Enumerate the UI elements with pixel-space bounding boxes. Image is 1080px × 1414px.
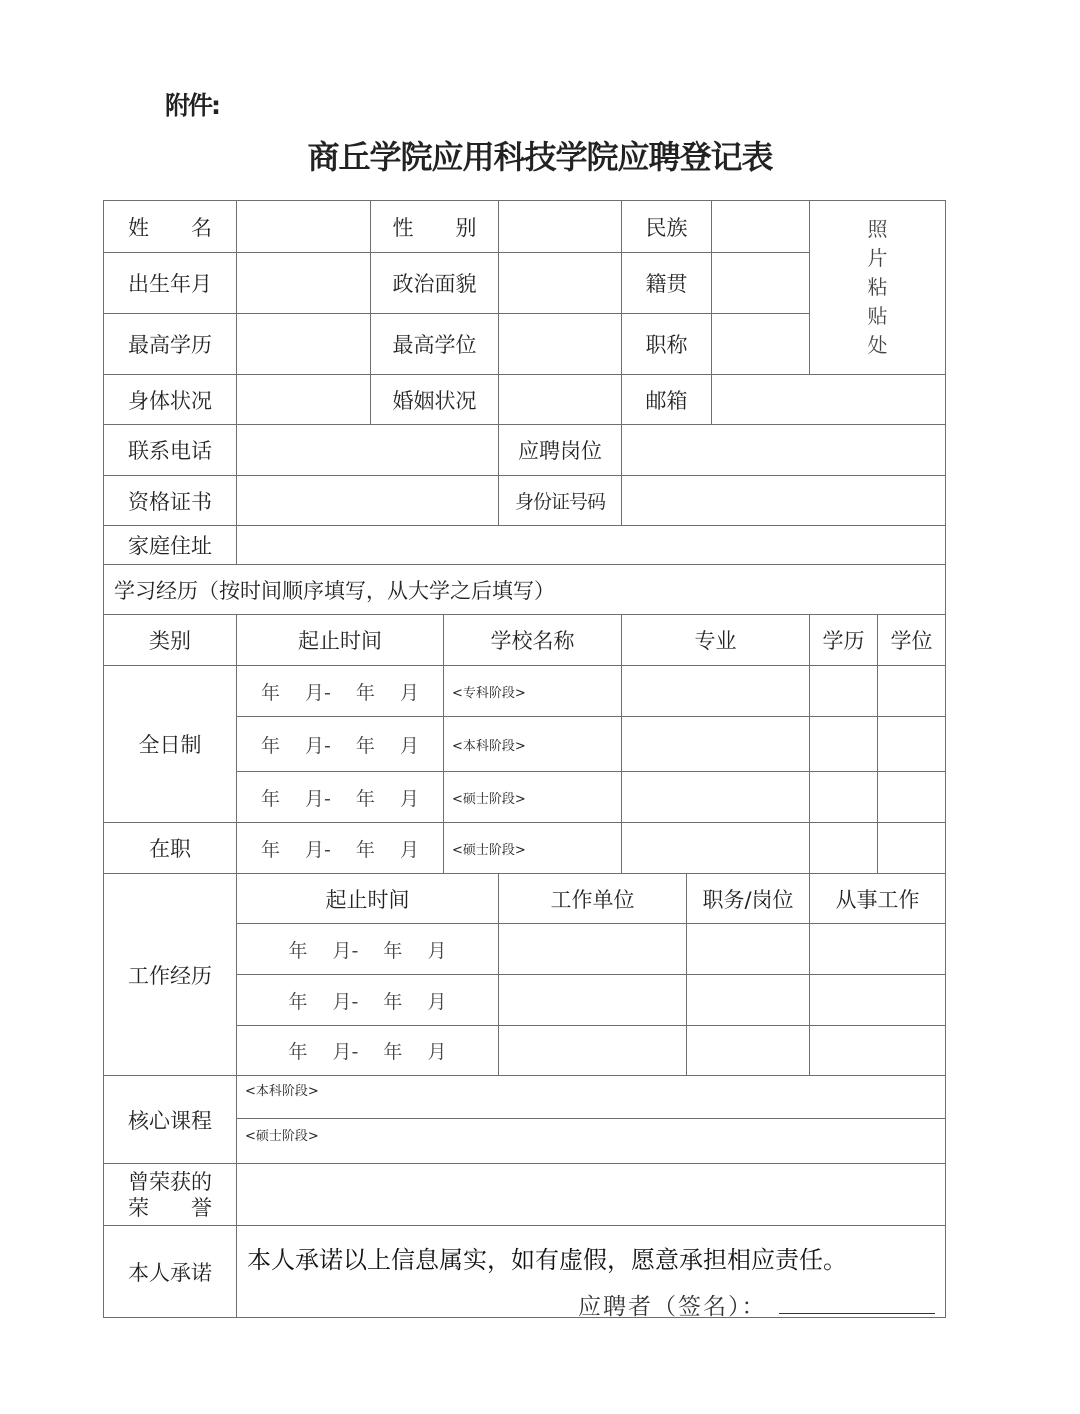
honors-label-line1: 曾荣获的 <box>128 1169 212 1194</box>
photo-char-1: 照 <box>867 217 888 241</box>
work-duty-1[interactable] <box>809 923 946 975</box>
label-name: 姓 名 <box>103 200 237 253</box>
field-native[interactable] <box>711 252 810 314</box>
study-school-2[interactable]: <本科阶段> <box>443 716 622 772</box>
study-col-time: 起止时间 <box>236 614 444 666</box>
study-major-3[interactable] <box>621 771 810 823</box>
label-education: 最高学历 <box>103 313 237 375</box>
study-col-edu: 学历 <box>809 614 878 666</box>
study-edu-2[interactable] <box>809 716 878 772</box>
label-phone: 联系电话 <box>103 424 237 476</box>
label-address: 家庭住址 <box>103 525 237 565</box>
photo-char-2: 片 <box>867 246 888 270</box>
courses-ug[interactable]: <本科阶段> <box>236 1075 946 1119</box>
honors-label-line2: 荣 誉 <box>128 1195 212 1220</box>
work-col-unit: 工作单位 <box>498 873 687 924</box>
label-email: 邮箱 <box>621 374 712 425</box>
study-col-deg: 学位 <box>877 614 946 666</box>
study-edu-3[interactable] <box>809 771 878 823</box>
study-deg-1[interactable] <box>877 665 946 717</box>
pledge-text: 本人承诺以上信息属实，如有虚假，愿意承担相应责任。 <box>247 1246 847 1274</box>
work-duty-2[interactable] <box>809 974 946 1026</box>
honors-label <box>103 1163 237 1226</box>
study-time-1[interactable]: 年 月- 年 月 <box>236 665 444 717</box>
study-deg-2[interactable] <box>877 716 946 772</box>
work-col-post: 职务/岗位 <box>686 873 810 924</box>
study-header: 学习经历（按时间顺序填写，从大学之后填写） <box>103 564 946 615</box>
field-name[interactable] <box>236 200 371 253</box>
field-political[interactable] <box>498 252 622 314</box>
study-major-2[interactable] <box>621 716 810 772</box>
label-marital: 婚姻状况 <box>370 374 499 425</box>
field-degree[interactable] <box>498 313 622 375</box>
courses-pg[interactable]: <硕士阶段> <box>236 1118 946 1164</box>
study-school-1[interactable]: <专科阶段> <box>443 665 622 717</box>
work-time-3[interactable]: 年 月- 年 月 <box>236 1025 499 1076</box>
study-time-2[interactable]: 年 月- 年 月 <box>236 716 444 772</box>
work-duty-3[interactable] <box>809 1025 946 1076</box>
field-birth[interactable] <box>236 252 371 314</box>
work-unit-3[interactable] <box>498 1025 687 1076</box>
study-major-4[interactable] <box>621 822 810 874</box>
study-col-major: 专业 <box>621 614 810 666</box>
study-time-3[interactable]: 年 月- 年 月 <box>236 771 444 823</box>
field-health[interactable] <box>236 374 371 425</box>
work-time-2[interactable]: 年 月- 年 月 <box>236 974 499 1026</box>
field-position[interactable] <box>621 424 946 476</box>
work-time-1[interactable]: 年 月- 年 月 <box>236 923 499 975</box>
field-email[interactable] <box>711 374 946 425</box>
label-title: 职称 <box>621 313 712 375</box>
work-unit-1[interactable] <box>498 923 687 975</box>
field-gender[interactable] <box>498 200 622 253</box>
work-post-1[interactable] <box>686 923 810 975</box>
label-native: 籍贯 <box>621 252 712 314</box>
field-cert[interactable] <box>236 475 499 526</box>
field-phone[interactable] <box>236 424 499 476</box>
study-deg-4[interactable] <box>877 822 946 874</box>
field-idcard[interactable] <box>621 475 946 526</box>
study-major-1[interactable] <box>621 665 810 717</box>
work-post-3[interactable] <box>686 1025 810 1076</box>
study-time-4[interactable]: 年 月- 年 月 <box>236 822 444 874</box>
study-inservice-label: 在职 <box>103 822 237 874</box>
work-unit-2[interactable] <box>498 974 687 1026</box>
label-ethnicity: 民族 <box>621 200 712 253</box>
label-gender: 性 别 <box>370 200 499 253</box>
signature-label: 应聘者（签名）： <box>578 1294 767 1320</box>
study-school-3[interactable]: <硕士阶段> <box>443 771 622 823</box>
label-political: 政治面貌 <box>370 252 499 314</box>
page-title: 商丘学院应用科技学院应聘登记表 <box>307 138 773 176</box>
field-marital[interactable] <box>498 374 622 425</box>
study-col-type: 类别 <box>103 614 237 666</box>
study-edu-4[interactable] <box>809 822 878 874</box>
field-title[interactable] <box>711 313 810 375</box>
label-health: 身体状况 <box>103 374 237 425</box>
label-birth: 出生年月 <box>103 252 237 314</box>
label-degree: 最高学位 <box>370 313 499 375</box>
signature-line[interactable] <box>779 1313 935 1314</box>
annex-label: 附件: <box>165 91 219 120</box>
field-address[interactable] <box>236 525 946 565</box>
courses-label: 核心课程 <box>103 1075 237 1164</box>
label-position: 应聘岗位 <box>498 424 622 476</box>
study-col-school: 学校名称 <box>443 614 622 666</box>
honors-field[interactable] <box>236 1163 946 1226</box>
work-col-duty: 从事工作 <box>809 873 946 924</box>
study-fulltime-label: 全日制 <box>103 665 237 823</box>
work-post-2[interactable] <box>686 974 810 1026</box>
photo-area[interactable] <box>809 200 946 375</box>
study-school-4[interactable]: <硕士阶段> <box>443 822 622 874</box>
photo-char-5: 处 <box>867 333 888 357</box>
photo-char-3: 粘 <box>867 275 888 299</box>
field-ethnicity[interactable] <box>711 200 810 253</box>
study-deg-3[interactable] <box>877 771 946 823</box>
photo-char-4: 贴 <box>867 304 888 328</box>
pledge-label: 本人承诺 <box>103 1225 237 1318</box>
work-col-time: 起止时间 <box>236 873 499 924</box>
label-cert: 资格证书 <box>103 475 237 526</box>
study-edu-1[interactable] <box>809 665 878 717</box>
work-label: 工作经历 <box>103 873 237 1076</box>
field-education[interactable] <box>236 313 371 375</box>
label-idcard: 身份证号码 <box>498 475 622 526</box>
